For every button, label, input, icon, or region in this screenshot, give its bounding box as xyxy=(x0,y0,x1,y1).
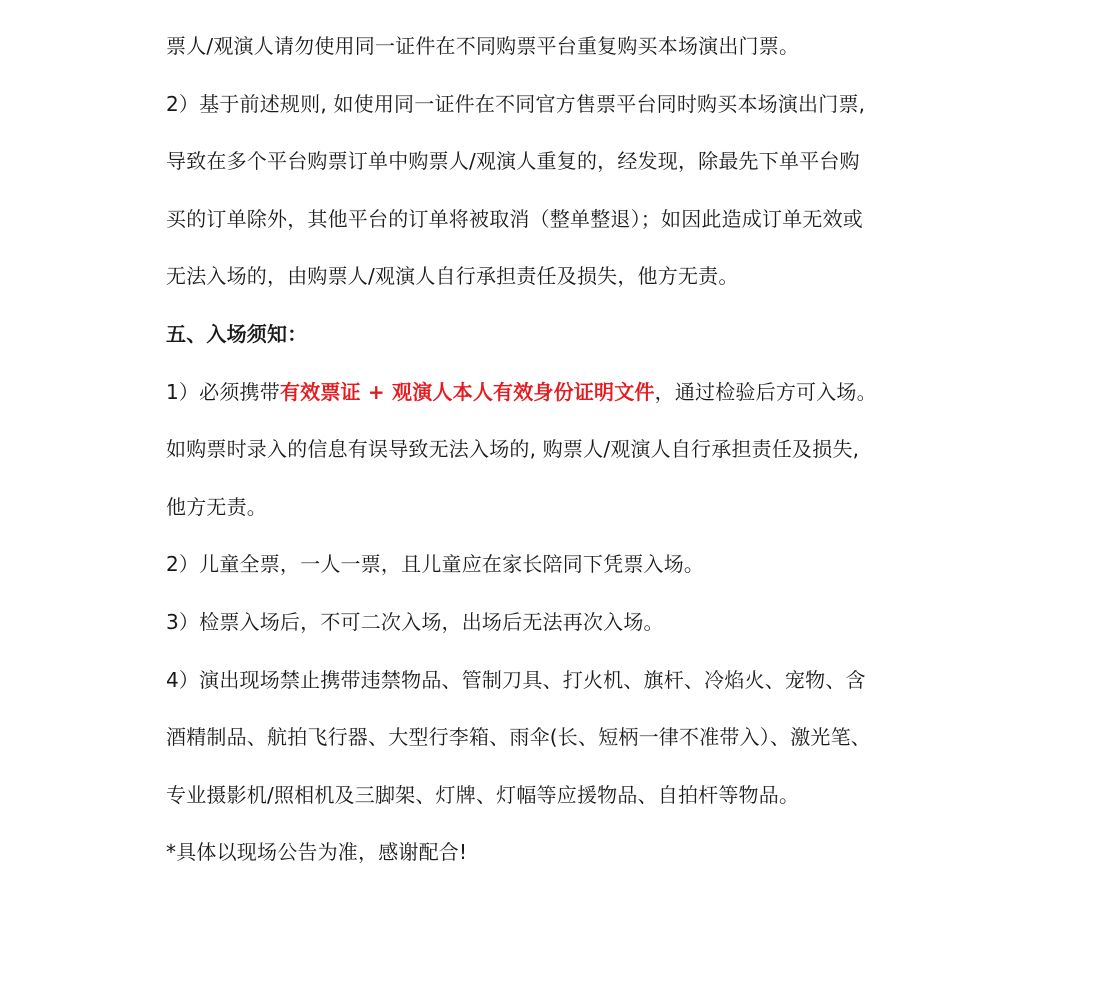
entry-rule-1-prefix: 1）必须携带 xyxy=(166,379,280,404)
document-body xyxy=(166,26,956,890)
entry-rule-3: 3）检票入场后，不可二次入场，出场后无法再次入场。 xyxy=(166,609,664,634)
section-heading: 五、入场须知： xyxy=(166,321,308,346)
rule-2-line-2: 导致在多个平台购票订单中购票人/观演人重复的，经发现，除最先下单平台购 xyxy=(166,149,860,174)
rule-2-line-4: 无法入场的，由购票人/观演人自行承担责任及损失，他方无责。 xyxy=(166,264,739,289)
entry-rule-2: 2）儿童全票，一人一票，且儿童应在家长陪同下凭票入场。 xyxy=(166,552,705,577)
entry-rule-4-line-3: 专业摄影机/照相机及三脚架、灯牌、灯幅等应援物品、自拍杆等物品。 xyxy=(166,782,800,807)
entry-rule-4-line-2: 酒精制品、航拍飞行器、大型行李箱、雨伞(长、短柄一律不准带入）、激光笔、 xyxy=(166,725,872,750)
entry-rule-1 xyxy=(166,372,956,412)
rule-2-line-1: 2）基于前述规则, 如使用同一证件在不同官方售票平台同时购买本场演出门票, xyxy=(166,91,866,116)
entry-rule-4-line-1: 4）演出现场禁止携带违禁物品、管制刀具、打火机、旗杆、冷焰火、宠物、含 xyxy=(166,667,866,692)
rule-2-line-3: 买的订单除外，其他平台的订单将被取消（整单整退）；如因此造成订单无效或 xyxy=(166,206,863,231)
entry-rule-1-suffix: ，通过检验后方可入场。 xyxy=(654,379,877,404)
entry-rule-1-line-3: 他方无责。 xyxy=(166,494,267,519)
entry-rule-1-line-2: 如购票时录入的信息有误导致无法入场的, 购票人/观演人自行承担责任及损失, xyxy=(166,437,860,462)
paragraph-line: 票人/观演人请勿使用同一证件在不同购票平台重复购买本场演出门票。 xyxy=(166,34,800,58)
closing-note: *具体以现场公告为准，感谢配合! xyxy=(166,840,468,865)
required-documents-highlight: 有效票证 + 观演人本人有效身份证明文件 xyxy=(279,379,655,404)
